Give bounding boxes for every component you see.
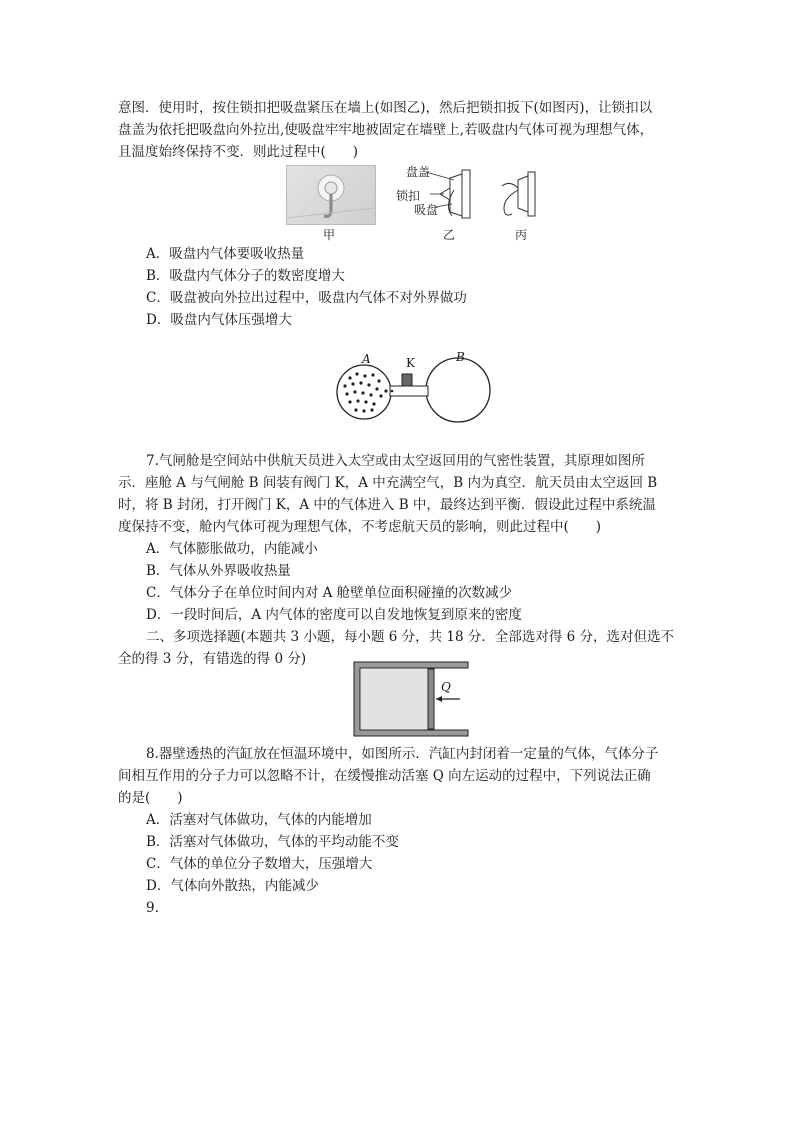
q6-option-b: B．吸盘内气体分子的数密度增大 [146, 268, 345, 284]
q7-option-a: A．气体膨胀做功，内能减小 [146, 541, 318, 557]
q6-option-a: A．吸盘内气体要吸收热量 [146, 246, 305, 262]
cylinder-piston-diagram [352, 660, 472, 738]
q7-line-3: 时，将 B 封闭，打开阀门 K，A 中的气体进入 B 中，最终达到平衡．假设此过程中系统温 [118, 497, 656, 513]
q8-line-1: 8.器壁透热的汽缸放在恒温环境中，如图所示．汽缸内封闭着一定量的气体，气体分子 [146, 746, 659, 762]
q8-option-d: D．气体向外散热，内能减少 [146, 878, 319, 894]
q9-number: 9. [146, 900, 159, 916]
q7-line-2: 示．座舱 A 与气闸舱 B 间装有阀门 K，A 中充满空气，B 内为真空．航天员由太空返回 B [118, 475, 658, 491]
figure-jia-label: 甲 [323, 228, 336, 242]
q8-option-c: C．气体的单位分子数增大，压强增大 [146, 856, 373, 872]
label-xipan: 吸盘 [414, 203, 439, 217]
q8-option-b: B．活塞对气体做功，气体的平均动能不变 [146, 834, 399, 850]
q6-option-d: D．吸盘内气体压强增大 [146, 312, 292, 328]
piston-label-q: Q [441, 680, 451, 694]
figure-bing-diagram [488, 168, 548, 228]
figure-bing-label: 丙 [515, 228, 528, 242]
airlock-diagram [330, 350, 500, 430]
q8-line-3: 的是( ) [118, 790, 183, 806]
airlock-label-b: B [456, 350, 465, 364]
q7-option-c: C．气体分子在单位时间内对 A 舱壁单位面积碰撞的次数减少 [146, 585, 513, 601]
q8-line-2: 间相互作用的分子力可以忽略不计，在缓慢推动活塞 Q 向左运动的过程中，下列说法正确 [118, 768, 651, 784]
q6-line-2: 盘盖为依托把吸盘向外拉出,使吸盘牢牢地被固定在墙壁上,若吸盘内气体可视为理想气体， [118, 122, 654, 138]
suction-hook-photo-art [287, 166, 375, 224]
q6-line-1: 意图．使用时，按住锁扣把吸盘紧压在墙上(如图乙)，然后把锁扣扳下(如图丙)，让锁扣以 [118, 100, 653, 116]
q7-option-b: B．气体从外界吸收热量 [146, 563, 291, 579]
q7-option-d: D．一段时间后，A 内气体的密度可以自发地恢复到原来的密度 [146, 607, 522, 623]
q7-line-4: 度保持不变，舱内气体可视为理想气体，不考虑航天员的影响，则此过程中( ) [118, 519, 602, 535]
q6-line-3: 且温度始终保持不变．则此过程中( ) [118, 144, 359, 160]
q6-option-c: C．吸盘被向外拉出过程中，吸盘内气体不对外界做功 [146, 290, 467, 306]
suction-hook-photo [286, 165, 376, 225]
airlock-label-k: K [406, 356, 415, 370]
q7-line-1: 7.气闸舱是空间站中供航天员进入太空或由太空返回用的气密性装置，其原理如图所 [146, 453, 645, 469]
section2-heading-line-2: 全的得 3 分，有错选的得 0 分) [118, 651, 307, 667]
figure-yi-label: 乙 [443, 228, 456, 242]
airlock-label-a: A [362, 352, 371, 366]
section2-heading-line-1: 二、多项选择题(本题共 3 小题，每小题 6 分，共 18 分．全部选对得 6 分，选对但选不 [146, 629, 675, 645]
label-suokou: 锁扣 [396, 189, 421, 203]
label-pangai: 盘盖 [406, 165, 431, 179]
q8-option-a: A．活塞对气体做功，气体的内能增加 [146, 812, 372, 828]
